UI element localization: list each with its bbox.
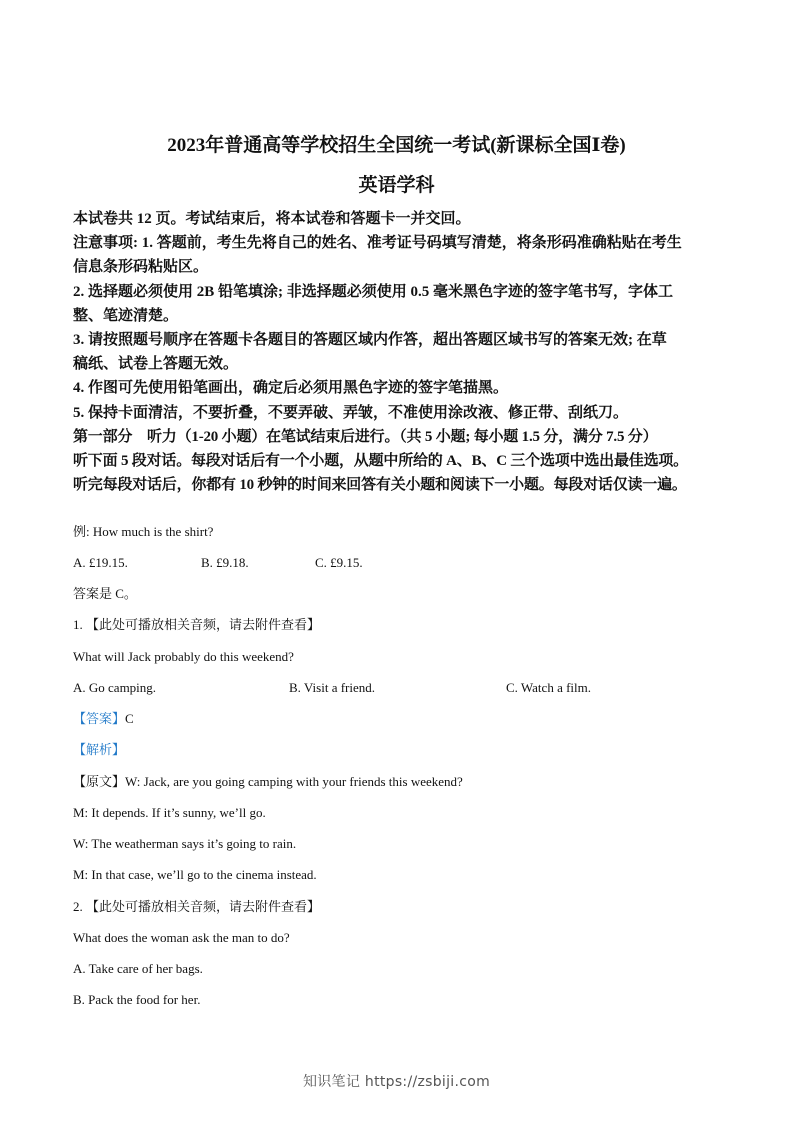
example-option-b: B. £9.18. — [201, 555, 249, 570]
q2-option-b: B. Pack the food for her. — [73, 992, 201, 1007]
transcript-line: M: It depends. If it’s sunny, we’ll go. — [73, 805, 266, 820]
exam-instructions — [73, 207, 723, 497]
watermark-footer: 知识笔记 https://zsbiji.com — [302, 1074, 491, 1090]
example-question: 例: How much is the shirt? — [73, 524, 214, 539]
instruction-line: 4. 作图可先使用铅笔画出，确定后必须用黑色字迹的签字笔描黑。 — [73, 380, 509, 397]
transcript-line: 【原文】W: Jack, are you going camping with your friends this weekend? — [73, 774, 463, 789]
q1-header: 1. 【此处可播放相关音频，请去附件查看】 — [73, 617, 321, 632]
instruction-line: 注意事项: 1. 答题前，考生先将自己的姓名、准考证号码填写清楚，将条形码准确粘贴在考生 — [73, 235, 682, 252]
answer-value: C — [125, 711, 134, 726]
example-option-a: A. £19.15. — [73, 555, 128, 570]
exam-subject: 英语学科 — [358, 175, 435, 196]
instruction-line: 本试卷共 12 页。考试结束后，将本试卷和答题卡一并交回。 — [73, 211, 471, 227]
instruction-line: 信息条形码粘贴区。 — [73, 259, 209, 276]
instruction-line: 听完每段对话后，你都有 10 秒钟的时间来回答有关小题和阅读下一小题。每段对话仅读一遍。 — [73, 477, 687, 494]
example-answer: 答案是 C。 — [73, 586, 137, 601]
section-heading: 第一部分 听力（1-20 小题）在笔试结束后进行。（共 5 小题; 每小题 1.5 分，满分 7.5 分） — [73, 428, 658, 445]
q2-header: 2. 【此处可播放相关音频，请去附件查看】 — [73, 899, 321, 914]
q1-option-b: B. Visit a friend. — [289, 680, 375, 695]
q1-option-c: C. Watch a film. — [506, 680, 592, 695]
exam-title: 2023年普通高等学校招生全国统一考试(新课标全国Ⅰ卷) — [167, 135, 626, 156]
instruction-line: 稿纸、试卷上答题无效。 — [73, 356, 239, 373]
example-option-c: C. £9.15. — [315, 555, 363, 570]
transcript-line: W: The weatherman says it’s going to rain. — [73, 836, 297, 851]
q1-answer — [73, 710, 134, 728]
q2-option-a: A. Take care of her bags. — [73, 961, 203, 976]
instruction-line: 听下面 5 段对话。每段对话后有一个小题，从题中所给的 A、B、C 三个选项中选出最佳选项。 — [73, 453, 688, 470]
instruction-line: 5. 保持卡面清洁，不要折叠，不要弄破、弄皱，不准使用涂改液、修正带、刮纸刀。 — [73, 404, 629, 421]
q1-question: What will Jack probably do this weekend? — [73, 649, 294, 664]
answer-label: 【答案】 — [73, 711, 126, 726]
q2-question: What does the woman ask the man to do? — [73, 930, 290, 945]
q1-option-a: A. Go camping. — [73, 680, 157, 695]
instruction-line: 3. 请按照题号顺序在答题卡各题目的答题区域内作答，超出答题区域书写的答案无效; 在草 — [73, 332, 667, 349]
transcript-line: M: In that case, we’ll go to the cinema instead. — [73, 867, 317, 882]
instruction-line: 2. 选择题必须使用 2B 铅笔填涂; 非选择题必须使用 0.5 毫米黑色字迹的签字笔书写，字体工 — [73, 283, 674, 300]
q1-analysis-label: 【解析】 — [73, 742, 126, 757]
instruction-line: 整、笔迹清楚。 — [73, 307, 179, 324]
